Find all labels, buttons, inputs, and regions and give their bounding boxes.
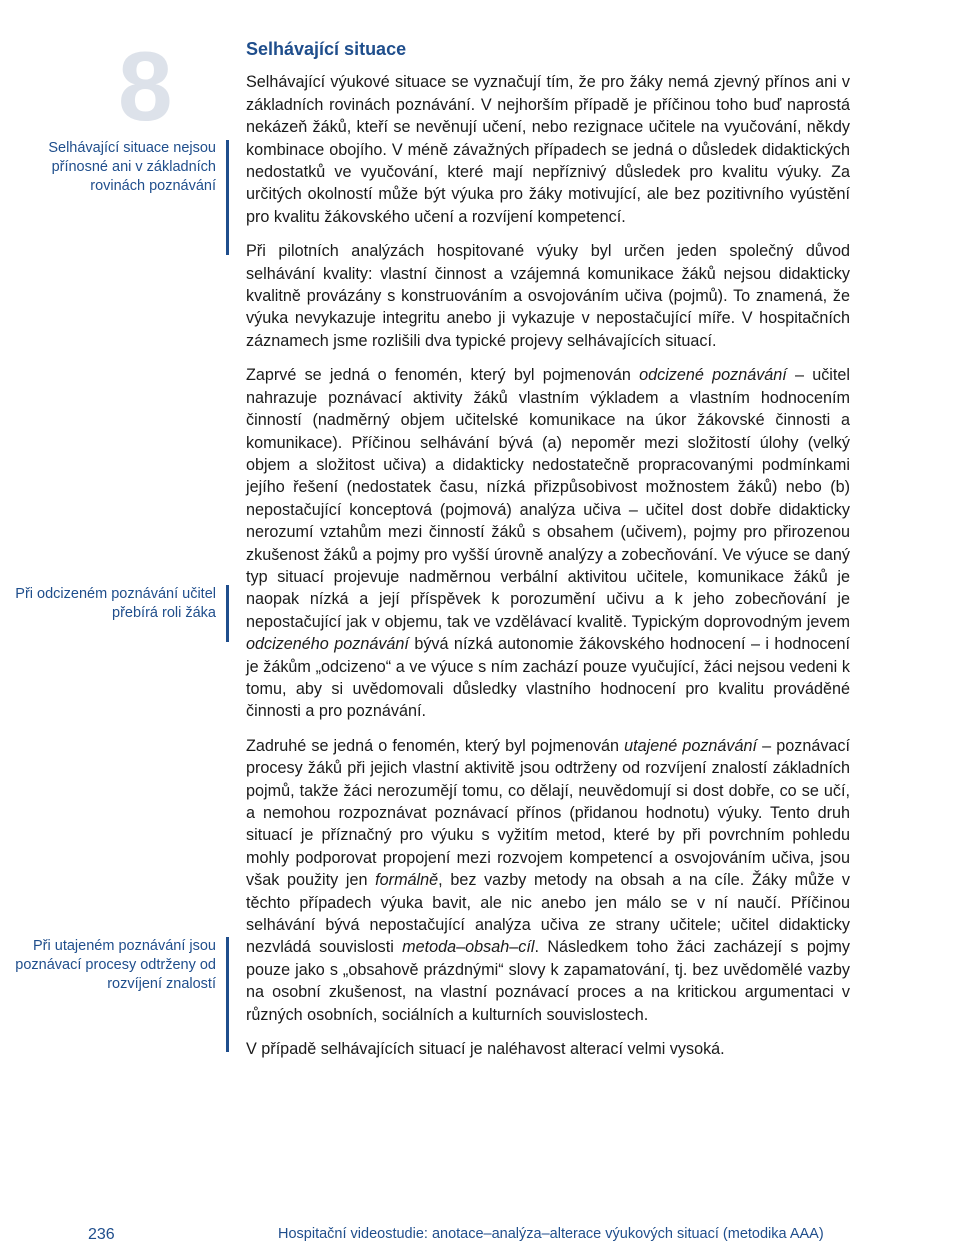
paragraph-3: Zaprvé se jedná o fenomén, který byl pojmenován odcizené poznávání – učitel nahrazuje poznávací aktivity žáků vlastním výkladem a vlastním hodnocením činností (nadměrný objem učitelské komunikace na úkor žákovské činnosti a komunikace). Příčinou selhávání bývá (a) nepoměr mezi složitostí úlohy (velký objem a složitost učiva) a didakticky nedostatečně propracovanými podmínkami jejího řešení (nedostatek času, nízká přizpůsobivost možnostem žáků) nebo (b) nepostačující konceptová (pojmová) analýza učiva – učitel dost dobře didakticky nerozumí vztahům mezi činností žáků s obsahem (učivem), pojmy pro přirozenou zkušenost žáků a pojmy pro vyšší úrovně analýzy a zobecňování. Ve výuce se daný typ situací projevuje nadměrnou verbální aktivitou učitele, komunikace žáků je naopak nízká a její příspěvek k porozumění učivu a k jeho zobecňování je nepostačující jak v objemu, tak ve vzdělávací kvalitě. Typickým doprovodným jevem odcizeného poznávání bývá nízká autonomie žákovského hodnocení – i hodnocení je žákům „odcizeno“ a ve výuce s ním zachází pouze vyučující, žáci nejsou vedeni k tomu, aby si uvědomovali důsledky vlastního hodnocení pro kvalitu prováděné činnosti a pro poznávání. [246, 366, 850, 721]
margin-rule-2 [226, 585, 229, 642]
chapter-number: 8 [118, 31, 171, 141]
term-formalne: formálně [375, 871, 439, 890]
term-odcizene: odcizené poznávání [639, 366, 787, 385]
margin-note-2: Při odcizeném poznávání učitel přebírá roli žáka [15, 586, 216, 622]
paragraph-4: Zadruhé se jedná o fenomén, který byl pojmenován utajené poznávání – poznávací procesy žáků při jejich vlastní aktivitě jsou odtrženy od rozvíjení znalostí základních pojmů, takže žáci nerozumějí tomu, co dělají, neuvědomují si dost dobře, co se učí, a nemohou rozpoznávat poznávací přínos (přidanou hodnotu) výuky. Tento druh situací je příznačný pro výuku s vyžitím metod, které by při povrchním pohledu mohly podporovat propojení mezi rozvojem kompetencí a osvojováním učiva, jsou však použity jen formálně, bez vazby metody na obsah a na cíle. Žáky může v těchto případech výuka bavit, ale nic anebo jen málo se v ní naučí. Příčinou selhávání bývá nepostačující analýza učiva ze strany učitele; učitel didakticky nezvládá souvislosti metoda–obsah–cíl. Následkem toho žáci zacházejí s pojmy pouze jako s „obsahově prázdnými“ slovy k zapamatování, tj. bez uvědomělé vazby na osobní zkušenost, na vlastní poznávací proces a na kritickou argumentaci v různých osobních, sociálních a kulturních souvislostech. [246, 736, 851, 1024]
section-title: Selhávající situace [246, 39, 407, 59]
term-metoda-obsah-cil: metoda–obsah–cíl [402, 938, 535, 957]
footer-title: Hospitační videostudie: anotace–analýza–alterace výukových situací (metodika AAA) [278, 1226, 824, 1242]
paragraph-5: V případě selhávajících situací je naléhavost alterací velmi vysoká. [246, 1040, 725, 1059]
term-odcizeneho: odcizeného poznávání [246, 635, 409, 654]
term-utajene: utajené poznávání [624, 736, 758, 755]
margin-rule-3 [226, 937, 229, 1052]
paragraph-2: Při pilotních analýzách hospitované výuky byl určen jeden společný důvod selhávání kvality: vlastní činnost a vzájemná komunikace žáků nejsou didakticky kvalitně provázány s konstruováním a osvojováním učiva (pojmů). To znamená, že výuka nevykazuje integritu anebo ji vykazuje v nepostačující míře. V hospitačních záznamech jsme rozlišili dva typické projevy selhávajících situací. [246, 242, 850, 350]
margin-note-3: Při utajeném poznávání jsou poznávací procesy odtrženy od rozvíjení znalostí [15, 938, 216, 993]
margin-rule-1 [226, 140, 229, 255]
paragraph-1: Selhávající výukové situace se vyznačují tím, že pro žáky nemá zjevný přínos ani v základních rovinách poznávání. V nejhorším případě je příčinou toho buď naprostá nekázeň žáků, kteří se nevěnují učení, nebo rezignace učitele na vyučování, někdy kombinace obojího. V méně závažných případech se jedná o důsledek didaktických nedostatků ve vyučování, které mají nepříznivý důsledek pro kvalitu výuky. Za určitých okolností může být výuka pro žáky motivující, ale bez pozitivního vyústění pro kvalitu žákovského učení a rozvíjení kompetencí. [246, 73, 850, 226]
page-number: 236 [88, 1226, 115, 1243]
margin-note-1: Selhávající situace nejsou přínosné ani v základních rovinách poznávání [48, 140, 216, 195]
main-text [246, 38, 850, 1072]
